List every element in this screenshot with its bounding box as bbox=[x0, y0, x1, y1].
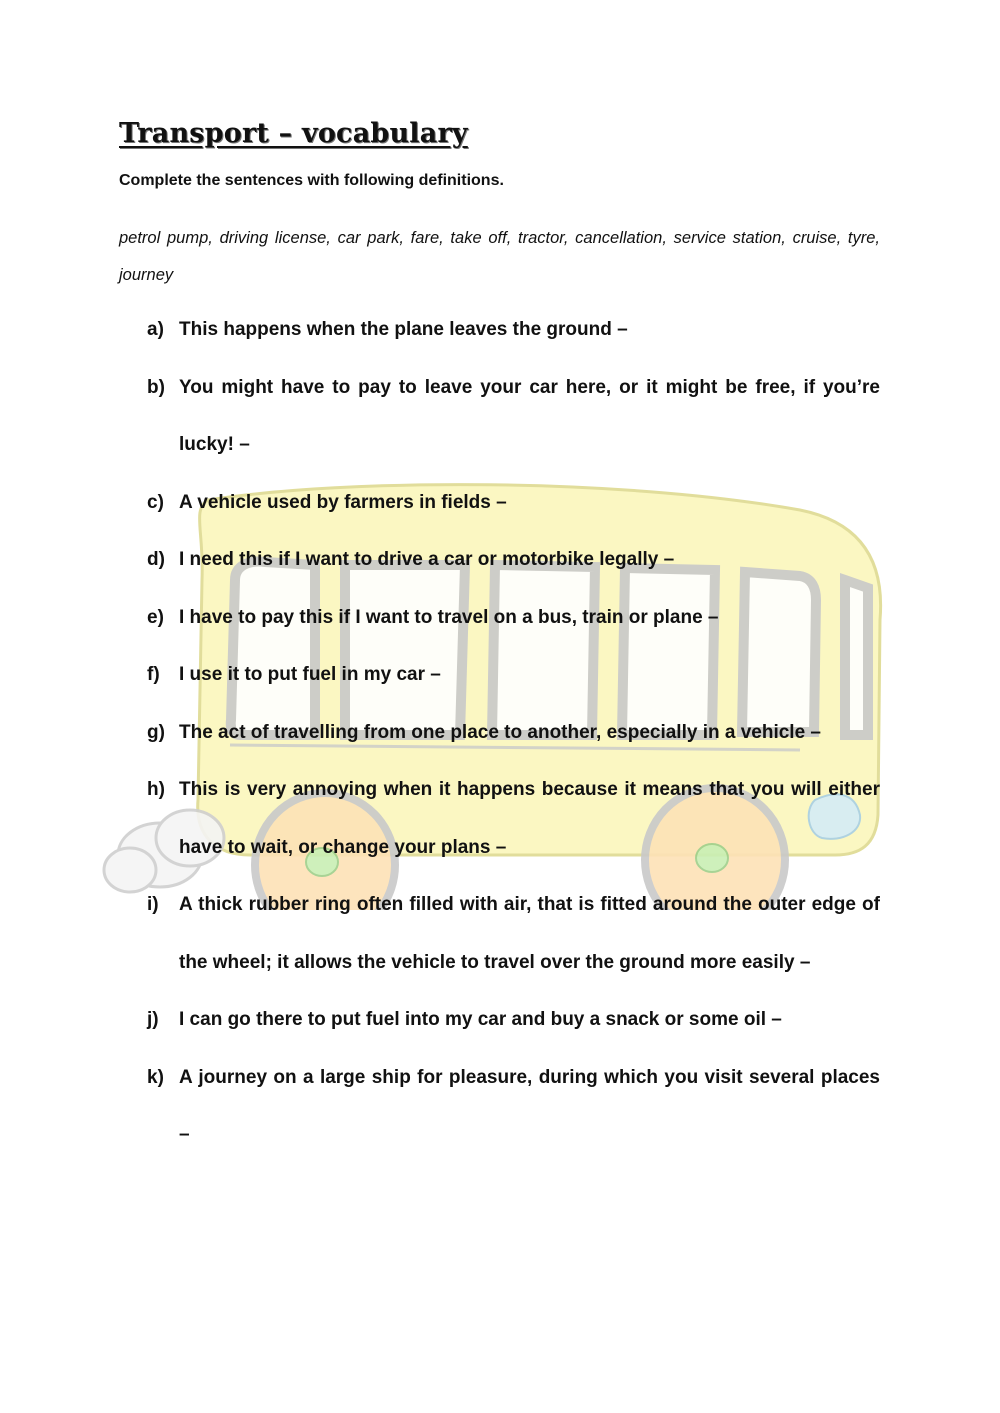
question-item bbox=[119, 589, 880, 647]
question-item bbox=[119, 531, 880, 589]
question-text: I use it to put fuel in my car – bbox=[179, 664, 441, 685]
worksheet-title: Transport – vocabulary bbox=[119, 118, 468, 149]
question-item bbox=[119, 474, 880, 532]
question-text: The act of travelling from one place to another, especially in a vehicle – bbox=[179, 721, 821, 743]
question-item bbox=[119, 359, 880, 474]
question-text: A thick rubber ring often filled with air, that is fitted around the outer edge of the wheel; it allows the vehicle to travel over the ground more easily – bbox=[179, 894, 880, 973]
question-item bbox=[119, 301, 880, 359]
question-letter: i) bbox=[147, 894, 159, 915]
question-item bbox=[119, 646, 880, 704]
instruction-text: Complete the sentences with following definitions. bbox=[119, 172, 504, 189]
question-item bbox=[119, 704, 880, 762]
question-letter: k) bbox=[147, 1066, 164, 1088]
question-text: A journey on a large ship for pleasure, during which you visit several places – bbox=[179, 1066, 880, 1145]
question-letter: b) bbox=[147, 376, 165, 398]
question-letter: e) bbox=[147, 606, 164, 628]
question-item bbox=[119, 991, 880, 1049]
question-text: I have to pay this if I want to travel on a bus, train or plane – bbox=[179, 606, 719, 628]
question-text: A vehicle used by farmers in fields – bbox=[179, 491, 507, 513]
word-bank: petrol pump, driving license, car park, fare, take off, tractor, cancellation, service station, cruise, tyre, journey bbox=[119, 229, 880, 284]
question-text: You might have to pay to leave your car here, or it might be free, if you’re lucky! – bbox=[179, 376, 880, 455]
question-letter: g) bbox=[147, 721, 165, 743]
question-list bbox=[119, 301, 880, 1164]
question-letter: d) bbox=[147, 549, 165, 570]
question-letter: a) bbox=[147, 319, 164, 340]
question-text: This happens when the plane leaves the ground – bbox=[179, 319, 628, 340]
question-text: I need this if I want to drive a car or motorbike legally – bbox=[179, 549, 675, 570]
question-text: I can go there to put fuel into my car and buy a snack or some oil – bbox=[179, 1009, 782, 1030]
question-letter: h) bbox=[147, 779, 165, 800]
question-letter: f) bbox=[147, 664, 160, 685]
question-letter: j) bbox=[147, 1009, 159, 1030]
question-item bbox=[119, 761, 880, 876]
question-letter: c) bbox=[147, 491, 164, 513]
question-item bbox=[119, 1049, 880, 1164]
question-text: This is very annoying when it happens because it means that you will either have to wait, or change your plans – bbox=[179, 779, 880, 858]
question-item bbox=[119, 876, 880, 991]
